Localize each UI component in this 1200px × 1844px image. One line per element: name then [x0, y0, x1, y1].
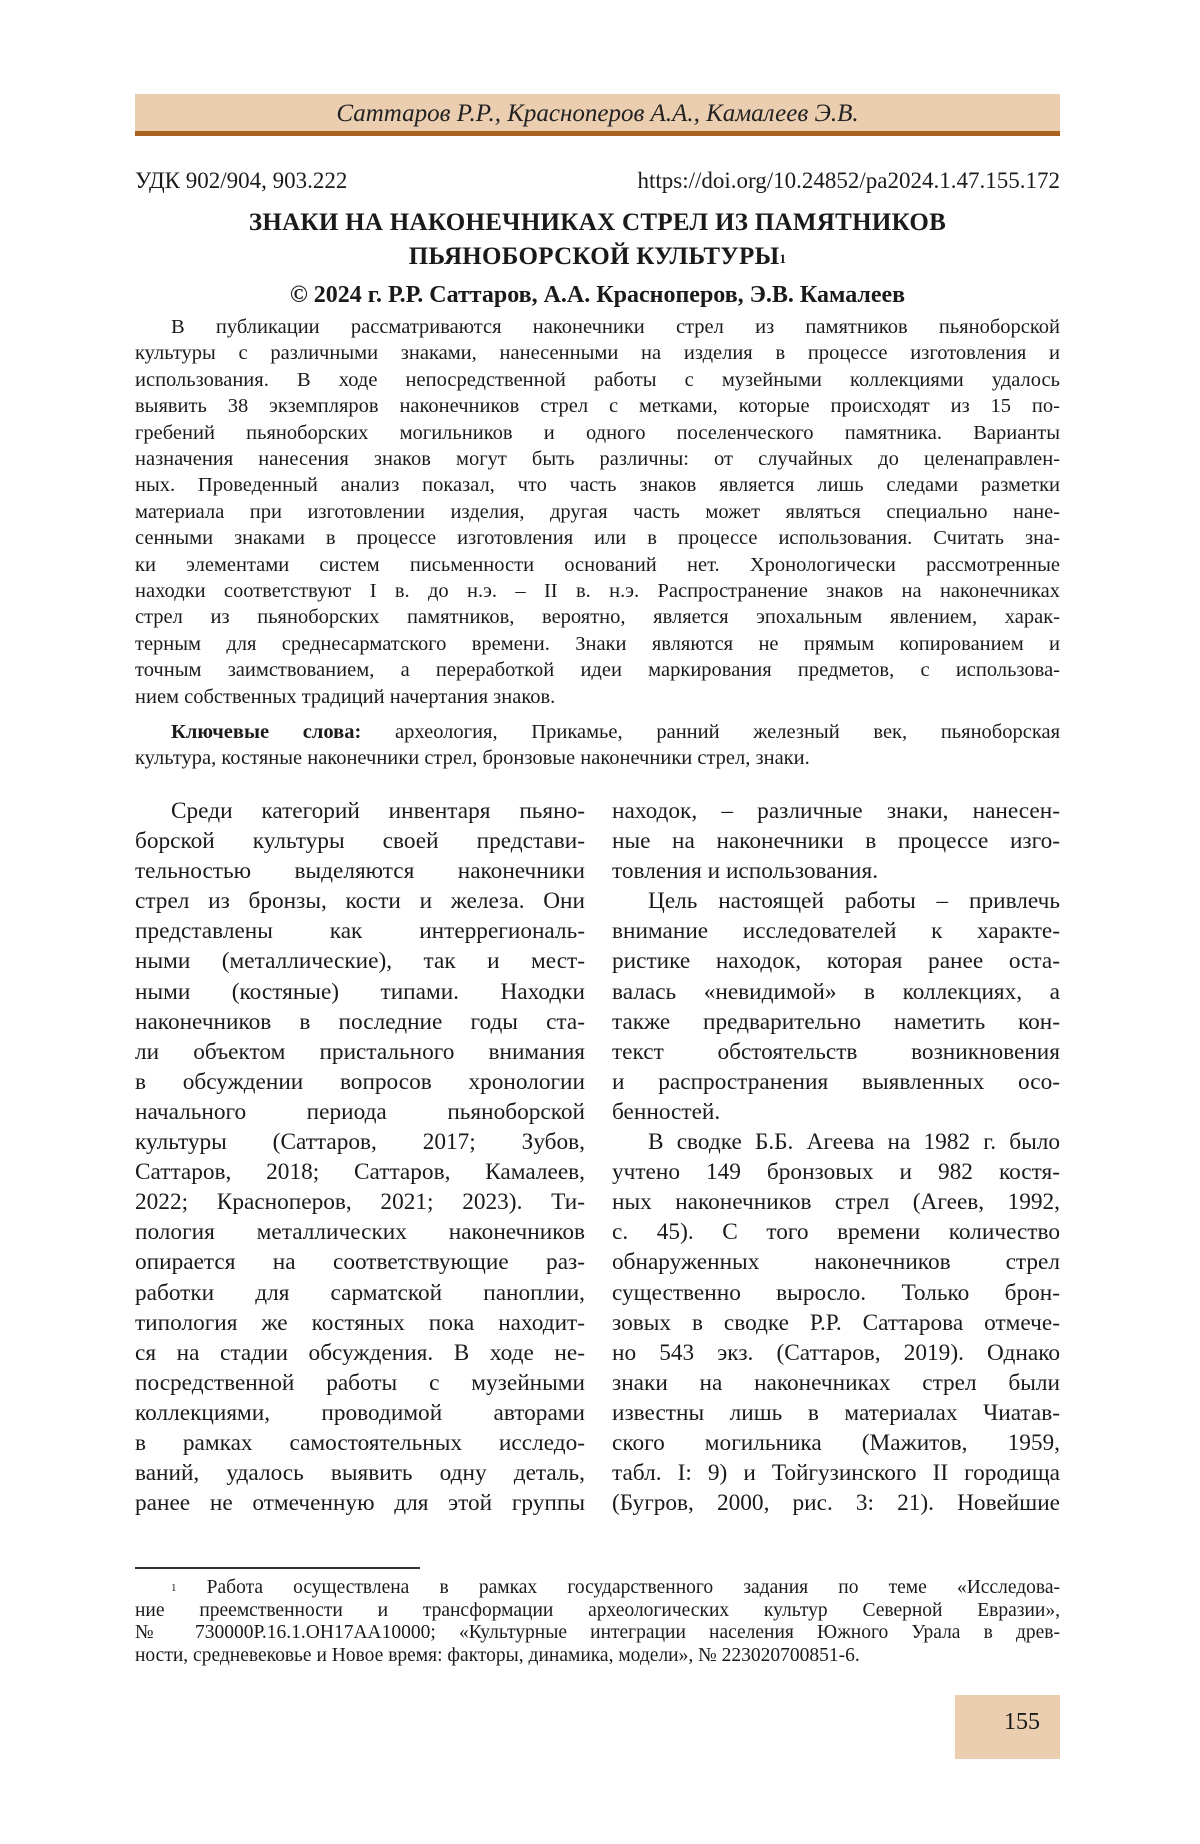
body-line: посредственной работы с музейными — [135, 1368, 585, 1398]
body-line: Цель настоящей работы – привлечь — [612, 886, 1060, 916]
abstract-line: ных. Проведенный анализ показал, что часть знаков является лишь следами разметки — [135, 472, 1060, 498]
footnote-line: ности, средневековье и Новое время: факторы, динамика, модели», № 223020700851-6. — [135, 1645, 1060, 1668]
body-line: коллекциями, проводимой авторами — [135, 1398, 585, 1428]
body-line: опирается на соответствующие раз- — [135, 1247, 585, 1277]
paragraph — [135, 796, 585, 1518]
body-line: товления и использования. — [612, 856, 1060, 886]
body-line: ся на стадии обсуждения. В ходе не- — [135, 1338, 585, 1368]
body-line: также предварительно наметить кон- — [612, 1007, 1060, 1037]
body-line: культуры (Саттаров, 2017; Зубов, — [135, 1127, 585, 1157]
body-line: знаки на наконечниках стрел были — [612, 1368, 1060, 1398]
paragraph — [612, 796, 1060, 886]
body-line: борской культуры своей представи- — [135, 826, 585, 856]
article-title — [135, 206, 1060, 274]
title-line-1: ЗНАКИ НА НАКОНЕЧНИКАХ СТРЕЛ ИЗ ПАМЯТНИКОВ — [135, 206, 1060, 240]
body-line: зовых в сводке Р.Р. Саттарова отмече- — [612, 1308, 1060, 1338]
body-line: ристике находок, которая ранее оста- — [612, 946, 1060, 976]
abstract-line: использования. В ходе непосредственной работы с музейными коллекциями удалось — [135, 367, 1060, 393]
body-line: внимание исследователей к характе- — [612, 916, 1060, 946]
body-line: Саттаров, 2018; Саттаров, Камалеев, — [135, 1157, 585, 1187]
body-line: Среди категорий инвентаря пьяно- — [135, 796, 585, 826]
keywords-line-2: культура, костяные наконечники стрел, бронзовые наконечники стрел, знаки. — [135, 745, 1060, 771]
body-line: ными (металлические), так и мест- — [135, 946, 585, 976]
abstract-line: сенными знаками в процессе изготовления или в процессе использования. Считать зна- — [135, 525, 1060, 551]
keywords-label: Ключевые слова: — [171, 721, 361, 743]
keywords — [135, 719, 1060, 772]
abstract-line: В публикации рассматриваются наконечники стрел из памятников пьяноборской — [135, 314, 1060, 340]
abstract-line: нием собственных традиций начертания знаков. — [135, 684, 1060, 710]
body-line: стрел из бронзы, кости и железа. Они — [135, 886, 585, 916]
body-line: начального периода пьяноборской — [135, 1097, 585, 1127]
footnote-mark: 1 — [171, 1582, 177, 1594]
body-line: табл. I: 9) и Тойгузинского II городища — [612, 1458, 1060, 1488]
abstract — [135, 314, 1060, 710]
title-line-2 — [135, 240, 1060, 274]
body-line: ных наконечников стрел (Агеев, 1992, — [612, 1187, 1060, 1217]
title-line-2-text: ПЬЯНОБОРСКОЙ КУЛЬТУРЫ — [409, 243, 780, 270]
body-line: представлены как интеррегиональ- — [135, 916, 585, 946]
paragraph — [612, 886, 1060, 1127]
running-header-authors: Саттаров Р.Р., Красноперов А.А., Камалеев Э.В. — [135, 97, 1060, 131]
running-header-rule — [135, 131, 1060, 136]
footnote-divider — [135, 1567, 420, 1569]
body-line: тельностью выделяются наконечники — [135, 856, 585, 886]
abstract-line: точным заимствованием, а переработкой идеи маркирования предметов, с использова- — [135, 657, 1060, 683]
footnote-text: Работа осуществлена в рамках государственного задания по теме «Исследова- — [207, 1577, 1060, 1598]
body-line: ранее не отмеченную для этой группы — [135, 1488, 585, 1518]
body-line: с. 45). С того времени количество — [612, 1217, 1060, 1247]
body-line: в рамках самостоятельных исследо- — [135, 1428, 585, 1458]
doi-link[interactable]: https://doi.org/10.24852/pa2024.1.47.155.172 — [637, 166, 1060, 196]
body-line: существенно выросло. Только брон- — [612, 1278, 1060, 1308]
footnote-line: № 730000Р.16.1.ОН17АА10000; «Культурные интеграции населения Южного Урала в древ- — [135, 1622, 1060, 1645]
body-line: работки для сарматской паноплии, — [135, 1278, 585, 1308]
abstract-line: находки соответствуют I в. до н.э. – II в. н.э. Распространение знаков на наконечниках — [135, 578, 1060, 604]
body-line: текст обстоятельств возникновения — [612, 1037, 1060, 1067]
page-number: 155 — [955, 1707, 1040, 1737]
abstract-line: ки элементами систем письменности оснований нет. Хронологически рассмотренные — [135, 552, 1060, 578]
body-line: но 543 экз. (Саттаров, 2019). Однако — [612, 1338, 1060, 1368]
body-line: валась «невидимой» в коллекциях, а — [612, 977, 1060, 1007]
article-authors: © 2024 г. Р.Р. Саттаров, А.А. Красноперов, Э.В. Камалеев — [135, 279, 1060, 311]
body-line: находок, – различные знаки, нанесен- — [612, 796, 1060, 826]
paragraph — [612, 1127, 1060, 1518]
abstract-line: культуры с различными знаками, нанесенными на изделия в процессе изготовления и — [135, 340, 1060, 366]
body-line: бенностей. — [612, 1097, 1060, 1127]
body-line: (Бугров, 2000, рис. 3: 21). Новейшие — [612, 1488, 1060, 1518]
body-line: ваний, удалось выявить одну деталь, — [135, 1458, 585, 1488]
body-line: известны лишь в материалах Чиатав- — [612, 1398, 1060, 1428]
keywords-text-1: археология, Прикамье, ранний железный век, пьяноборская — [395, 721, 1060, 743]
body-line: типология же костяных пока находит- — [135, 1308, 585, 1338]
abstract-line: стрел из пьяноборских памятников, вероятно, является эпохальным явлением, харак- — [135, 604, 1060, 630]
body-line: наконечников в последние годы ста- — [135, 1007, 585, 1037]
body-line: в обсуждении вопросов хронологии — [135, 1067, 585, 1097]
udk-code: УДК 902/904, 903.222 — [135, 166, 347, 196]
title-footnote-mark[interactable]: 1 — [779, 251, 786, 266]
footnote — [135, 1577, 1060, 1667]
body-line: 2022; Красноперов, 2021; 2023). Ти- — [135, 1187, 585, 1217]
body-line: обнаруженных наконечников стрел — [612, 1247, 1060, 1277]
abstract-line: назначения нанесения знаков могут быть различны: от случайных до целенаправлен- — [135, 446, 1060, 472]
footnote-line: ние преемственности и трансформации археологических культур Северной Евразии», — [135, 1600, 1060, 1623]
body-column-left — [135, 796, 585, 1518]
abstract-line: материала при изготовлении изделия, другая часть может являться специально нане- — [135, 499, 1060, 525]
body-line: учтено 149 бронзовых и 982 костя- — [612, 1157, 1060, 1187]
abstract-line: терным для среднесарматского времени. Знаки являются не прямым копированием и — [135, 631, 1060, 657]
body-column-right — [612, 796, 1060, 1518]
abstract-line: выявить 38 экземпляров наконечников стрел с метками, которые происходят из 15 по- — [135, 393, 1060, 419]
body-line: ные на наконечники в процессе изго- — [612, 826, 1060, 856]
footnote-line — [135, 1577, 1060, 1600]
abstract-line: гребений пьяноборских могильников и одного поселенческого памятника. Варианты — [135, 420, 1060, 446]
keywords-line-1 — [135, 719, 1060, 745]
body-line: пология металлических наконечников — [135, 1217, 585, 1247]
body-line: и распространения выявленных осо- — [612, 1067, 1060, 1097]
body-line: ли объектом пристального внимания — [135, 1037, 585, 1067]
body-line: В сводке Б.Б. Агеева на 1982 г. было — [612, 1127, 1060, 1157]
body-line: ского могильника (Мажитов, 1959, — [612, 1428, 1060, 1458]
body-line: ными (костяные) типами. Находки — [135, 977, 585, 1007]
article-meta — [135, 166, 1060, 196]
